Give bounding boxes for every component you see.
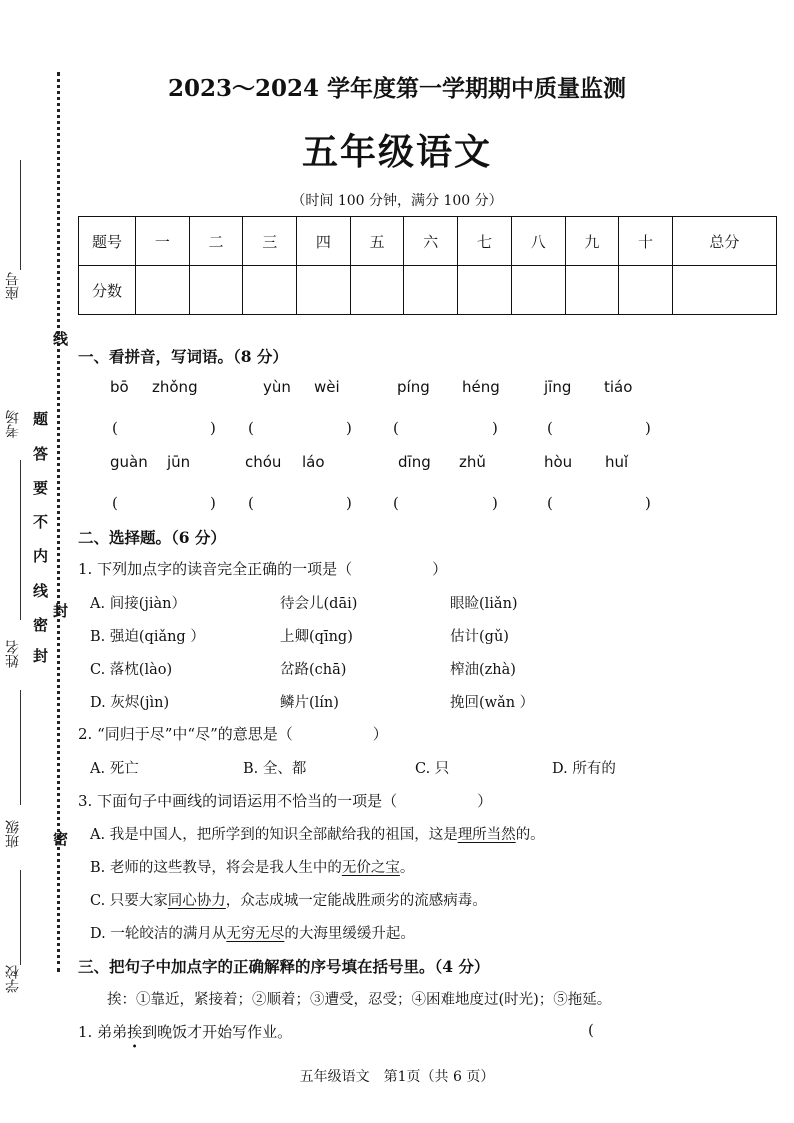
pinyin: tiáo [604, 378, 633, 396]
pinyin: zhǒng [152, 378, 198, 396]
pinyin: dīng [398, 453, 431, 471]
score-cell[interactable] [565, 266, 619, 315]
option-d: D. 一轮皎洁的满月从无穷无尽的大海里缓缓升起。 [90, 926, 415, 942]
answer-paren-open: ( [112, 494, 118, 512]
option-cell: C. 落枕(lào) [90, 662, 173, 678]
option-cell: A. 间接(jiàn） [90, 596, 186, 612]
pinyin: yùn [263, 378, 291, 396]
answer-paren-open: ( [393, 419, 399, 437]
score-cell[interactable] [672, 266, 776, 315]
score-cell[interactable] [189, 266, 243, 315]
definition-list: 挨：①靠近，紧接着；②顺着；③遭受，忍受；④困难地度过(时光)；⑤拖延。 [107, 992, 612, 1008]
seal-char: 内 [33, 547, 49, 565]
option-cell: B. 强迫(qiǎng ） [90, 629, 205, 645]
answer-paren-close: ) [645, 419, 651, 437]
option-cell: D. 灰烬(jìn) [90, 695, 170, 711]
label-name: 姓名 [5, 640, 21, 668]
exam-time-note: （时间 100 分钟，满分 100 分） [291, 193, 503, 209]
label-seat: 座号 [5, 272, 21, 300]
score-cell[interactable] [350, 266, 404, 315]
pinyin: huǐ [605, 453, 629, 471]
answer-paren-close: ) [346, 494, 352, 512]
table-cell: 七 [458, 217, 512, 266]
table-cell: 三 [243, 217, 297, 266]
option-cell: 挽回(wǎn ） [450, 695, 535, 711]
seal-char: 封 [33, 647, 49, 665]
score-cell[interactable] [511, 266, 565, 315]
question-stem: 1. 弟弟挨到晚饭才开始写作业。 [78, 1023, 293, 1041]
table-cell: 六 [404, 217, 458, 266]
section1-heading: 一、看拼音，写词语。（8 分） [78, 347, 288, 366]
answer-paren-open: ( [588, 1021, 594, 1039]
table-cell: 总分 [672, 217, 776, 266]
exam-header-title: 2023～2024 学年度第一学期期中质量监测 [167, 75, 627, 102]
answer-paren-open: ( [393, 494, 399, 512]
section2-heading: 二、选择题。（6 分） [78, 528, 226, 547]
answer-paren-open: ( [248, 419, 254, 437]
answer-paren-open: ( [547, 494, 553, 512]
score-cell[interactable] [458, 266, 512, 315]
option-cell: 估计(gǔ) [450, 629, 509, 645]
option-cell: 上卿(qīng) [280, 629, 353, 645]
table-cell: 分数 [79, 266, 136, 315]
pinyin: bō [110, 378, 129, 396]
pinyin: láo [302, 453, 325, 471]
question-stem: 3. 下面句子中画线的词语运用不恰当的一项是（ ） [78, 792, 493, 810]
seal-char: 密 [53, 830, 69, 848]
underlined-term: 无价之宝 [341, 860, 400, 876]
option-c: C. 只 [415, 761, 450, 777]
answer-paren-close: ) [492, 419, 498, 437]
room-underline [20, 460, 21, 620]
page-footer: 五年级语文 第1页（共 6 页） [299, 1069, 495, 1085]
score-table-header-row [79, 217, 777, 266]
seal-char: 要 [33, 479, 49, 497]
seal-char: 不 [33, 513, 49, 531]
seat-underline [20, 160, 21, 270]
answer-paren-close: ) [346, 419, 352, 437]
seal-char: 答 [33, 445, 49, 463]
seal-char: 线 [53, 330, 69, 348]
seal-char: 题 [33, 410, 49, 428]
table-cell: 八 [511, 217, 565, 266]
dotted-char: 挨 [127, 1023, 143, 1041]
pinyin: píng [397, 378, 430, 396]
option-d: D. 所有的 [552, 761, 616, 777]
exam-subject-title: 五年级语文 [301, 131, 492, 173]
option-c: C. 只要大家同心协力，众志成城一定能战胜顽劣的流感病毒。 [90, 893, 487, 909]
table-cell: 四 [297, 217, 351, 266]
answer-paren-close: ) [645, 494, 651, 512]
pinyin: hòu [544, 453, 573, 471]
score-table [78, 216, 777, 315]
option-b: B. 老师的这些教导，将会是我人生中的无价之宝。 [90, 860, 415, 876]
table-cell: 五 [350, 217, 404, 266]
option-a: A. 我是中国人，把所学到的知识全部献给我的祖国，这是理所当然的。 [90, 827, 545, 843]
answer-paren-close: ) [492, 494, 498, 512]
section3-heading: 三、把句子中加点字的正确解释的序号填在括号里。（4 分） [78, 957, 490, 976]
table-cell: 十 [619, 217, 673, 266]
name-underline [20, 690, 21, 805]
label-exam-room: 考场 [5, 410, 21, 438]
score-cell[interactable] [136, 266, 190, 315]
class-underline [20, 870, 21, 965]
score-cell[interactable] [619, 266, 673, 315]
option-a: A. 死亡 [90, 761, 139, 777]
seal-char: 密 [33, 616, 49, 634]
answer-paren-open: ( [248, 494, 254, 512]
pinyin: zhǔ [459, 453, 486, 471]
question-stem: 2. “同归于尽”中“尽”的意思是（ ） [78, 725, 388, 743]
table-cell: 一 [136, 217, 190, 266]
score-table-score-row [79, 266, 777, 315]
score-cell[interactable] [297, 266, 351, 315]
option-cell: 鳞片(lín) [280, 695, 339, 711]
option-cell: 榨油(zhà) [450, 662, 516, 678]
score-cell[interactable] [243, 266, 297, 315]
table-cell: 题号 [79, 217, 136, 266]
table-cell: 二 [189, 217, 243, 266]
question-stem: 1. 下列加点字的读音完全正确的一项是（ ） [78, 560, 448, 578]
score-cell[interactable] [404, 266, 458, 315]
answer-paren-close: ) [210, 419, 216, 437]
label-school: 学校 [5, 965, 21, 993]
seal-char: 封 [53, 602, 69, 620]
pinyin: jūn [167, 453, 191, 471]
underlined-term: 无穷无尽 [226, 926, 285, 942]
label-class: 班级 [5, 820, 21, 848]
table-cell: 九 [565, 217, 619, 266]
pinyin: chóu [245, 453, 282, 471]
option-cell: 待会儿(dāi) [280, 596, 358, 612]
option-cell: 眼睑(liǎn) [450, 596, 518, 612]
pinyin: guàn [110, 453, 148, 471]
underlined-term: 理所当然 [457, 827, 516, 843]
seal-char: 线 [33, 582, 49, 600]
pinyin: héng [462, 378, 500, 396]
option-b: B. 全、都 [243, 761, 307, 777]
underlined-term: 同心协力 [167, 893, 226, 909]
answer-paren-close: ) [210, 494, 216, 512]
answer-paren-open: ( [112, 419, 118, 437]
option-cell: 岔路(chā) [280, 662, 347, 678]
pinyin: jīng [544, 378, 572, 396]
pinyin: wèi [314, 378, 340, 396]
answer-paren-open: ( [547, 419, 553, 437]
